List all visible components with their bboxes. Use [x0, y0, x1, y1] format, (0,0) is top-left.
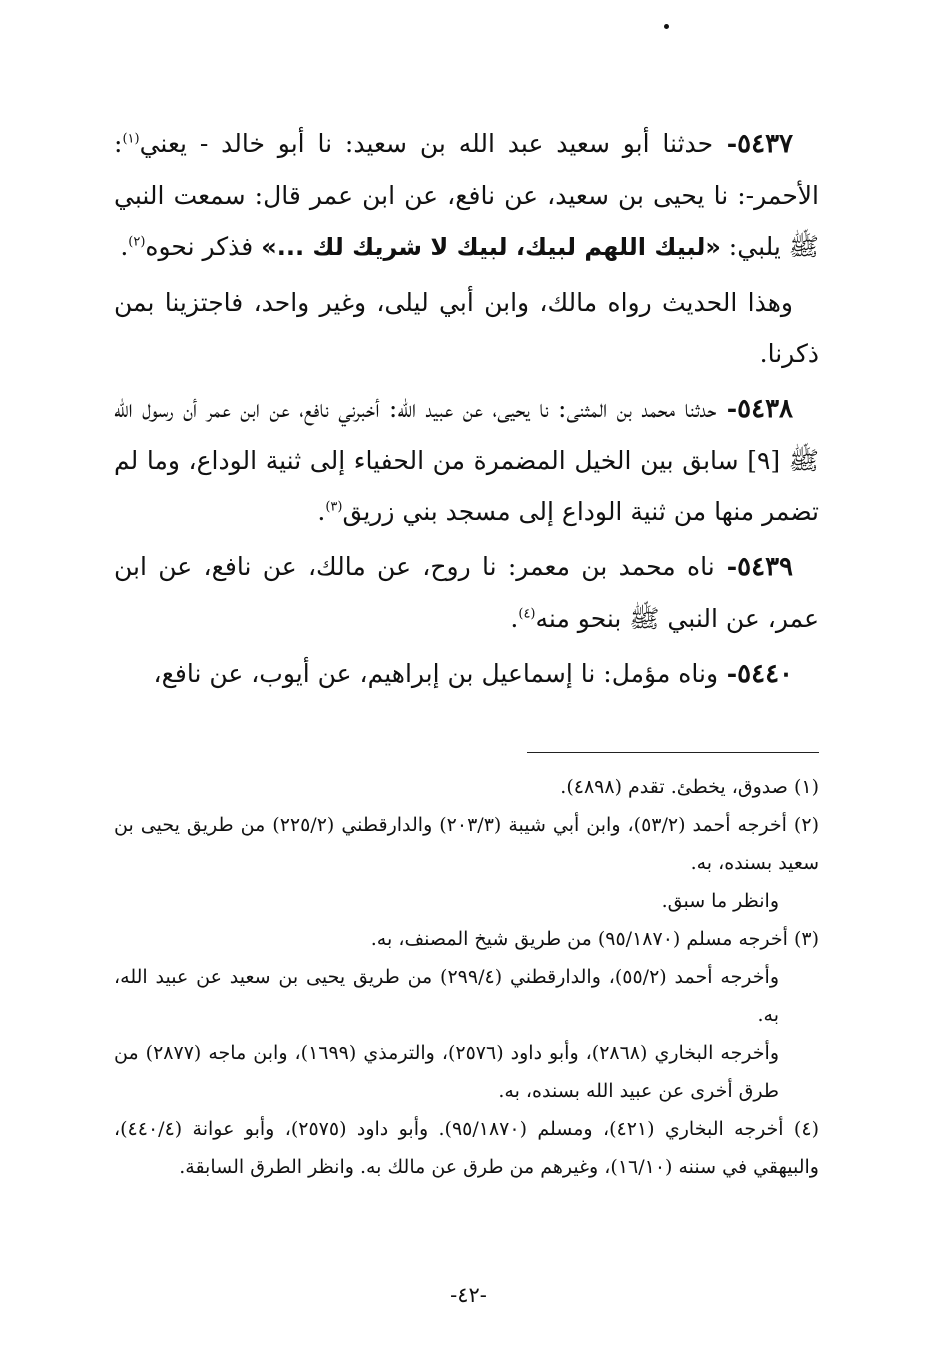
hadith-5439	[114, 541, 819, 644]
footnote-1: (١) صدوق، يخطئ. تقدم (٤٨٩٨).	[560, 776, 819, 798]
page-mark	[664, 24, 669, 29]
commentary: وهذا الحديث رواه مالك، وابن أبي ليلى، وغير واحد، فاجتزينا بمن ذكرنا.	[114, 288, 819, 368]
footnote-3: (٣) أخرجه مسلم (٩٥/١٨٧٠) من طريق شيخ المصنف، به.	[370, 928, 819, 950]
page-number: -٤٢-	[450, 1283, 487, 1307]
footnote-2-continued: وانظر ما سبق.	[661, 890, 779, 912]
talbiya-quote: «لبيك اللهم لبيك، لبيك لا شريك لك ...»	[261, 233, 721, 261]
footnote-separator	[527, 752, 819, 753]
hadith-text: فذكر نحوه	[145, 232, 262, 261]
footnote-3-continued: وأخرجه البخاري (٢٨٦٨)، وأبو داود (٢٥٧٦)، والترمذي (١٦٩٩)، وابن ماجه (٢٨٧٧) من طرق أخرى عن عبيد الله بسنده، به.	[114, 1042, 779, 1102]
hadith-5437	[114, 118, 819, 273]
main-text	[114, 118, 819, 704]
footnotes	[114, 768, 819, 1186]
end-mark: .	[317, 497, 326, 526]
number-dash: -	[716, 394, 738, 423]
footnote-ref[interactable]: (٤)	[518, 606, 536, 622]
hadith-text: حدثنا محمد بن المثنى: نا يحيى، عن عبيد الله: أخبرني نافع، عن ابن عمر أن رسول الله ﷺ [٩] سابق بين الخيل المضمرة من الحفياء إلى ثنية الوداع، وما لم تضمر منها من ثنية الوداع إلى مسجد بني زريق	[114, 394, 819, 526]
hadith-text: حدثنا أبو سعيد عبد الله بن سعيد: نا أبو خالد - يعني	[139, 129, 714, 158]
hadith-text: وناه مؤمل: نا إسماعيل بن إبراهيم، عن أيوب، عن نافع،	[153, 659, 719, 688]
footnote-ref[interactable]: (١)	[122, 131, 140, 147]
hadith-5440	[114, 648, 819, 700]
hadith-text: : الأحمر-: نا يحيى بن سعيد، عن نافع، عن ابن عمر قال: سمعت النبي ﷺ يلبي:	[114, 129, 819, 261]
number-dash: -	[713, 129, 738, 158]
hadith-number: ٥٤٣٨	[737, 394, 793, 424]
number-dash: -	[718, 659, 738, 688]
end-mark: .	[120, 232, 129, 261]
footnote-4: (٤) أخرجه البخاري (٤٢١)، ومسلم (٩٥/١٨٧٠). وأبو داود (٢٥٧٥)، وأبو عوانة (٤٤٠/٤)، والبيهقي في سننه (١٦/١٠)، وغيرهم من طرق عن مالك به. وانظر الطرق السابقة.	[114, 1118, 819, 1178]
footnote-3-continued: وأخرجه أحمد (٥٥/٢)، والدارقطني (٢٩٩/٤) من طريق يحيى بن سعيد عن عبيد الله، به.	[114, 966, 779, 1026]
number-dash: -	[714, 552, 738, 581]
hadith-text: ناه محمد بن معمر: نا روح، عن مالك، عن نافع، عن ابن عمر، عن النبي ﷺ بنحو منه	[114, 552, 819, 633]
end-mark: .	[510, 604, 519, 633]
hadith-number: ٥٤٣٩	[737, 552, 793, 582]
footnote-ref[interactable]: (٢)	[128, 234, 146, 250]
footnote-ref[interactable]: (٣)	[325, 499, 343, 515]
hadith-5438	[114, 383, 819, 537]
footnote-2: (٢) أخرجه أحمد (٥٣/٢)، وابن أبي شيبة (٢٠٣/٣) والدارقطني (٢٢٥/٢) من طريق يحيى بن سعيد بسنده، به.	[114, 814, 819, 874]
hadith-number: ٥٤٤٠	[737, 659, 793, 689]
hadith-number: ٥٤٣٧	[737, 129, 793, 159]
